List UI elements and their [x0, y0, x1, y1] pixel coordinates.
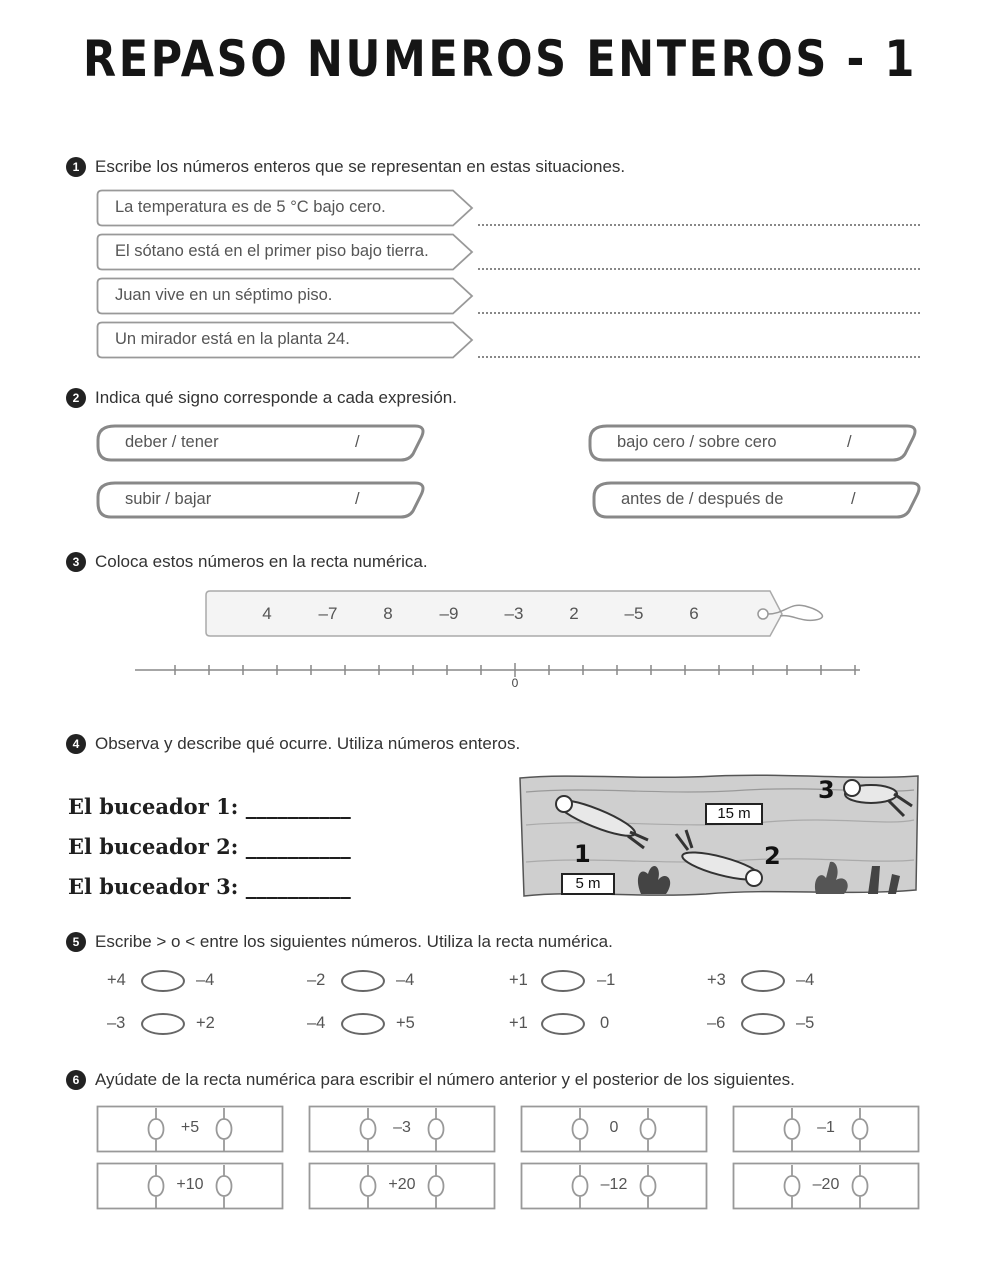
card-hole-icon — [758, 609, 768, 619]
diver-1-label: 1 — [574, 840, 591, 868]
zero-label: 0 — [511, 676, 519, 690]
divers-illustration — [516, 770, 922, 900]
compare-left: +4 — [107, 971, 126, 989]
next-number-box[interactable] — [655, 1108, 705, 1150]
next-number-box[interactable] — [867, 1165, 917, 1207]
puzzle-row — [96, 1162, 284, 1210]
card-number: –5 — [624, 604, 644, 623]
previous-number-box[interactable] — [732, 1108, 789, 1150]
next-number-box[interactable] — [231, 1108, 281, 1150]
answer-line[interactable] — [478, 268, 920, 270]
answer-line[interactable] — [478, 224, 920, 226]
situation-text: El sótano está en el primer piso bajo tierra. — [115, 242, 429, 260]
puzzle-row — [732, 1162, 920, 1210]
compare-right: –1 — [597, 971, 616, 989]
compare-left: +1 — [509, 971, 528, 989]
card-number: –9 — [439, 604, 459, 623]
question-number: 3 — [66, 552, 86, 572]
sign-pair[interactable] — [587, 424, 919, 462]
compare-right: –5 — [796, 1014, 815, 1032]
diver-2-label: 2 — [764, 842, 781, 870]
compare-oval[interactable] — [141, 970, 185, 992]
compare-oval[interactable] — [741, 970, 785, 992]
previous-number-box[interactable] — [520, 1108, 577, 1150]
compare-left: +3 — [707, 971, 726, 989]
puzzle-row — [308, 1162, 496, 1210]
question-instruction: Observa y describe qué ocurre. Utiliza números enteros. — [95, 734, 521, 753]
depth-sign-15-text: 15 m — [717, 805, 751, 822]
puzzle-value: –3 — [393, 1119, 411, 1136]
previous-number-box[interactable] — [96, 1108, 153, 1150]
puzzle-row — [520, 1162, 708, 1210]
puzzle-value: 0 — [609, 1119, 619, 1136]
sign-pair[interactable] — [95, 481, 427, 519]
question-3 — [66, 552, 428, 572]
next-number-box[interactable] — [867, 1108, 917, 1150]
compare-oval[interactable] — [741, 1013, 785, 1035]
compare-right: –4 — [796, 971, 815, 989]
previous-number-box[interactable] — [96, 1165, 153, 1207]
compare-right: 0 — [600, 1014, 610, 1032]
situation-text: Juan vive en un séptimo piso. — [115, 286, 333, 304]
previous-number-box[interactable] — [308, 1108, 365, 1150]
previous-number-box[interactable] — [520, 1165, 577, 1207]
diver-line-3[interactable]: El buceador 3: __________ — [68, 874, 351, 899]
next-number-box[interactable] — [443, 1165, 493, 1207]
compare-oval[interactable] — [541, 970, 585, 992]
compare-right: +2 — [196, 1014, 215, 1032]
answer-line[interactable] — [478, 356, 920, 358]
puzzle-value: –20 — [812, 1176, 840, 1193]
question-instruction: Escribe > o < entre los siguientes números. Utiliza la recta numérica. — [95, 932, 613, 951]
previous-number-box[interactable] — [308, 1165, 365, 1207]
sign-pair[interactable] — [591, 481, 923, 519]
question-2 — [66, 388, 457, 408]
card-number: 2 — [569, 604, 579, 623]
compare-right: –4 — [196, 971, 215, 989]
diver-3-label: 3 — [818, 776, 835, 804]
puzzle-value: +5 — [180, 1119, 200, 1136]
question-instruction: Escribe los números enteros que se representan en estas situaciones. — [95, 157, 626, 176]
depth-sign-5-text: 5 m — [575, 875, 601, 892]
puzzle-row — [96, 1105, 284, 1153]
puzzle-row — [520, 1105, 708, 1153]
question-number: 5 — [66, 932, 86, 952]
puzzle-value: +10 — [176, 1176, 204, 1193]
pair-slash: / — [355, 433, 360, 451]
pair-text: antes de / después de — [621, 490, 784, 508]
pair-slash: / — [355, 490, 360, 508]
question-1 — [66, 157, 625, 177]
next-number-box[interactable] — [231, 1165, 281, 1207]
question-5 — [66, 932, 613, 952]
card-number: 8 — [383, 604, 393, 623]
card-number: –7 — [318, 604, 338, 623]
compare-left: –3 — [107, 1014, 126, 1032]
compare-oval[interactable] — [541, 1013, 585, 1035]
compare-oval[interactable] — [141, 1013, 185, 1035]
pair-text: deber / tener — [125, 433, 219, 451]
pair-text: subir / bajar — [125, 490, 212, 508]
compare-right: –4 — [396, 971, 415, 989]
question-number: 1 — [66, 157, 86, 177]
card-number: 4 — [262, 604, 272, 623]
question-instruction: Ayúdate de la recta numérica para escribir el número anterior y el posterior de los siguientes. — [95, 1070, 795, 1089]
next-number-box[interactable] — [655, 1165, 705, 1207]
question-instruction: Coloca estos números en la recta numérica. — [95, 552, 428, 571]
diver-line-1[interactable]: El buceador 1: __________ — [68, 794, 351, 819]
puzzle-value: –1 — [817, 1119, 835, 1136]
number-line[interactable] — [130, 655, 870, 685]
card-number: –3 — [504, 604, 524, 623]
compare-left: –2 — [307, 971, 326, 989]
compare-oval[interactable] — [341, 1013, 385, 1035]
answer-line[interactable] — [478, 312, 920, 314]
pair-slash: / — [847, 433, 852, 451]
card-number: 6 — [689, 604, 699, 623]
next-number-box[interactable] — [443, 1108, 493, 1150]
pair-slash: / — [851, 490, 856, 508]
compare-oval[interactable] — [341, 970, 385, 992]
puzzle-row — [308, 1105, 496, 1153]
compare-left: –4 — [307, 1014, 326, 1032]
question-number: 6 — [66, 1070, 86, 1090]
pair-text: bajo cero / sobre cero — [617, 433, 777, 451]
page-title: REPASO NUMEROS ENTEROS - 1 — [83, 30, 917, 88]
sign-pair[interactable] — [95, 424, 427, 462]
question-instruction: Indica qué signo corresponde a cada expresión. — [95, 388, 457, 407]
situation-text: La temperatura es de 5 °C bajo cero. — [115, 198, 386, 216]
situation-text: Un mirador está en la planta 24. — [115, 330, 350, 348]
previous-number-box[interactable] — [732, 1165, 789, 1207]
compare-left: –6 — [707, 1014, 726, 1032]
compare-right: +5 — [396, 1014, 415, 1032]
question-4 — [66, 734, 520, 754]
question-number: 2 — [66, 388, 86, 408]
question-6 — [66, 1070, 795, 1090]
diver-line-2[interactable]: El buceador 2: __________ — [68, 834, 351, 859]
puzzle-value: +20 — [388, 1176, 416, 1193]
compare-left: +1 — [509, 1014, 528, 1032]
question-number: 4 — [66, 734, 86, 754]
puzzle-value: –12 — [600, 1176, 628, 1193]
puzzle-row — [732, 1105, 920, 1153]
